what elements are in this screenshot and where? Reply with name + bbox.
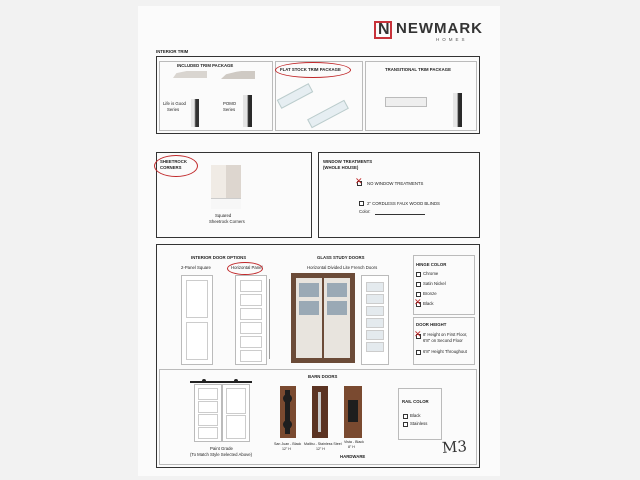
barn-caption-line1: Paint Grade bbox=[210, 446, 233, 451]
included-trim-title: INCLUDED TRIM PACKAGE bbox=[177, 63, 234, 68]
selection-circle bbox=[227, 262, 263, 275]
transitional-baseboard-sample bbox=[453, 93, 462, 127]
sheetrock-caption-line1: Squared bbox=[215, 213, 232, 218]
interior-trim-box bbox=[156, 56, 480, 134]
height-opt1-line2: 6'8" on Second Floor bbox=[423, 338, 463, 343]
san-juan-hardware-photo bbox=[280, 386, 296, 438]
document-page bbox=[138, 6, 500, 476]
brand-name: NEWMARK bbox=[396, 20, 483, 37]
selection-circle bbox=[275, 62, 351, 78]
window-title-line1: WINDOW TREATMENTS bbox=[323, 159, 373, 164]
included-opt2-line2: Series bbox=[223, 107, 236, 112]
checked-x-icon: ✕ bbox=[414, 297, 422, 307]
rail-color-title: RAIL COLOR bbox=[402, 399, 429, 404]
height-opt2-label: 6'8" Height Throughout bbox=[423, 349, 467, 354]
malibu-hardware-photo bbox=[312, 386, 328, 438]
checked-x-icon: ✕ bbox=[355, 176, 363, 186]
window-treatments-box bbox=[318, 152, 480, 238]
hinge-chrome-label: Chrome bbox=[423, 271, 439, 276]
barn-rail-roller-icon bbox=[202, 379, 206, 383]
flat-stock-title: FLAT STOCK TRIM PACKAGE bbox=[280, 67, 341, 72]
window-title-line2: (WHOLE HOUSE) bbox=[323, 165, 359, 170]
two-panel-door bbox=[181, 275, 213, 365]
brand-sub: HOMES bbox=[436, 37, 468, 42]
hw3-line2: 8" H bbox=[348, 445, 355, 449]
glass-study-title: GLASS STUDY DOORS bbox=[317, 255, 365, 260]
brand-logo bbox=[374, 20, 484, 44]
faux-wood-blinds-checkbox[interactable] bbox=[359, 201, 364, 206]
selection-circle bbox=[154, 155, 198, 177]
door-height-title: DOOR HEIGHT bbox=[416, 322, 447, 327]
logo-letter: N bbox=[378, 21, 390, 38]
hinge-title: HINGE COLOR bbox=[416, 262, 447, 267]
barn-doors-title: BARN DOORS bbox=[308, 374, 338, 379]
two-panel-label: 2-Panel Square bbox=[181, 265, 211, 270]
included-opt2-line1: POMO bbox=[223, 101, 237, 106]
vista-hardware-photo bbox=[344, 386, 362, 438]
hw2-line2: 12" H bbox=[316, 447, 325, 451]
hardware-label: HARDWARE bbox=[340, 454, 366, 459]
hinge-satin-nickel-label: Satin Nickel bbox=[423, 281, 446, 286]
included-opt1-line2: Series bbox=[167, 107, 180, 112]
window-color-label: Color: bbox=[359, 209, 371, 214]
window-color-line[interactable] bbox=[375, 214, 425, 215]
barn-door-right bbox=[222, 384, 250, 442]
doors-box bbox=[156, 244, 480, 468]
barn-doors-panel bbox=[159, 369, 477, 465]
door-hinge-strip bbox=[269, 279, 274, 359]
height-opt1-line1: 8' Height on First Floor, bbox=[423, 332, 468, 337]
baseboard-sample bbox=[243, 95, 252, 127]
horizontal-panel-door bbox=[235, 275, 267, 365]
hinge-black-label: Black bbox=[423, 301, 434, 306]
hw1-line1: San Juan - Black bbox=[274, 442, 302, 446]
hinge-satin-nickel-checkbox[interactable] bbox=[416, 282, 421, 287]
rail-color-panel bbox=[398, 388, 442, 440]
hinge-chrome-checkbox[interactable] bbox=[416, 272, 421, 277]
rail-stainless-label: Stainless bbox=[410, 421, 428, 426]
included-opt1-line1: Life is Good bbox=[163, 101, 186, 106]
sheetrock-title-line2: CORNERS bbox=[160, 165, 182, 170]
sheetrock-box bbox=[156, 152, 312, 238]
baseboard-sample bbox=[191, 99, 199, 127]
hw3-line1: Vista - Black bbox=[344, 440, 364, 444]
barn-door-left bbox=[194, 384, 222, 442]
window-opt1-label: NO WINDOW TREATMENTS bbox=[367, 181, 424, 186]
section-heading-interior-trim: INTERIOR TRIM bbox=[156, 49, 189, 54]
hinge-color-panel bbox=[413, 255, 475, 315]
rail-stainless-checkbox[interactable] bbox=[403, 422, 408, 427]
transitional-title: TRANSITIONAL TRIM PACKAGE bbox=[385, 67, 451, 72]
hinge-bronze-label: Bronze bbox=[423, 291, 437, 296]
glass-lite-door bbox=[361, 275, 389, 365]
logo-mark-icon bbox=[374, 21, 392, 39]
checked-x-icon: ✕ bbox=[414, 329, 422, 339]
sheetrock-caption-line2: Sheetrock Corners bbox=[209, 219, 245, 224]
window-opt2-label: 2" CORDLESS FAUX WOOD BLINDS bbox=[367, 201, 440, 206]
french-doors-photo bbox=[291, 273, 355, 363]
glass-study-caption: Horizontal Divided Lite French Doors bbox=[307, 265, 378, 270]
rail-black-checkbox[interactable] bbox=[403, 414, 408, 419]
horizontal-panel-label: Horizontal Panel bbox=[231, 265, 263, 270]
barn-caption-line2: (To Match Style Selected Above) bbox=[190, 452, 253, 457]
hw2-line1: Malibu - Stainless Steel bbox=[304, 442, 342, 446]
height-68-checkbox[interactable] bbox=[416, 350, 421, 355]
barn-rail-roller-icon bbox=[234, 379, 238, 383]
included-trim-panel bbox=[159, 61, 273, 131]
rail-black-label: Black bbox=[410, 413, 421, 418]
hw1-line2: 12" H bbox=[282, 447, 291, 451]
barn-rail bbox=[190, 381, 252, 383]
door-height-panel bbox=[413, 317, 475, 365]
transitional-casing-sample bbox=[385, 97, 427, 107]
handwritten-note: M3 bbox=[441, 437, 468, 457]
sheetrock-corner-photo bbox=[211, 165, 241, 209]
sheetrock-title-line1: SHEETROCK bbox=[160, 159, 187, 164]
interior-door-title: INTERIOR DOOR OPTIONS bbox=[191, 255, 247, 260]
